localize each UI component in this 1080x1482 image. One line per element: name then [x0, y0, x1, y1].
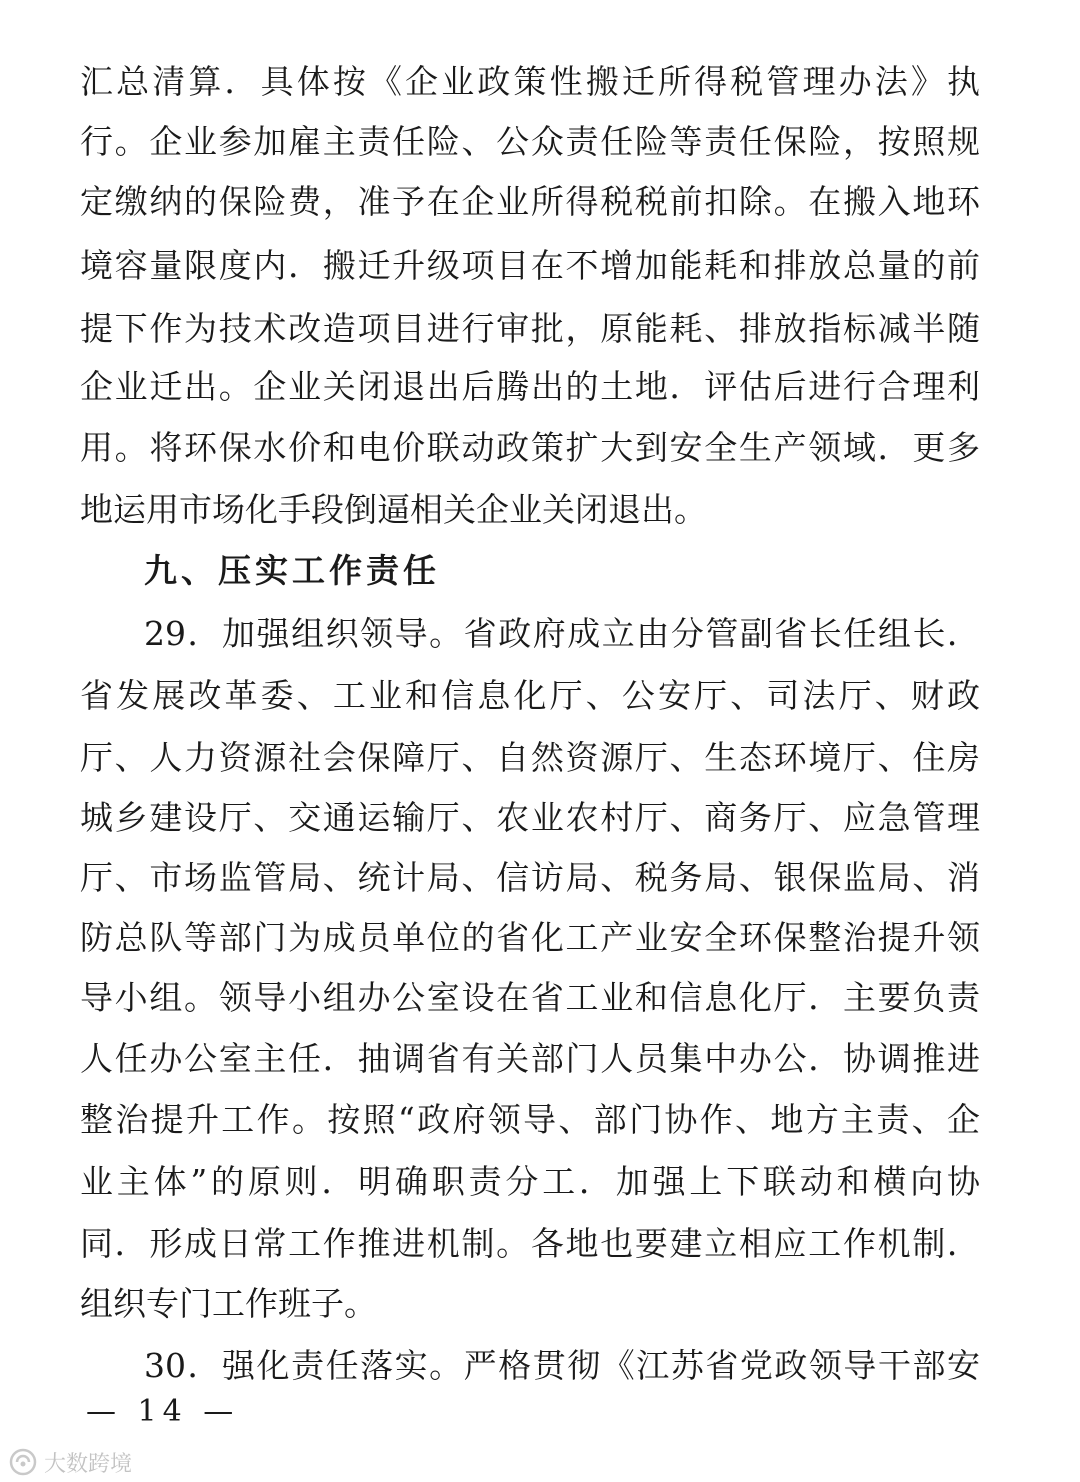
paragraph-line: 企业迁出。企业关闭退出后腾出的土地．评估后进行合理利	[80, 367, 980, 406]
paragraph-line: 整治提升工作。按照“政府领导、部门协作、地方主责、企	[80, 1100, 980, 1139]
paragraph-line: 同．形成日常工作推进机制。各地也要建立相应工作机制．	[80, 1224, 980, 1263]
paragraph-line: 省发展改革委、工业和信息化厅、公安厅、司法厅、财政	[80, 676, 980, 715]
paragraph-line: 30．强化责任落实。严格贯彻《江苏省党政领导干部安	[144, 1346, 980, 1385]
page-number: — 14 —	[86, 1394, 240, 1429]
paragraph-line: 业主体”的原则．明确职责分工．加强上下联动和横向协	[80, 1162, 980, 1201]
paragraph-line: 提下作为技术改造项目进行审批，原能耗、排放指标减半随	[80, 309, 980, 348]
paragraph-line: 境容量限度内．搬迁升级项目在不增加能耗和排放总量的前	[80, 246, 980, 285]
paragraph-line: 汇总清算．具体按《企业政策性搬迁所得税管理办法》执	[80, 62, 980, 101]
paragraph-line: 防总队等部门为成员单位的省化工产业安全环保整治提升领	[80, 918, 980, 957]
paragraph-line: 导小组。领导小组办公室设在省工业和信息化厅．主要负责	[80, 978, 980, 1017]
paragraph-line: 29．加强组织领导。省政府成立由分管副省长任组长．	[144, 614, 980, 653]
paragraph-line: 厅、人力资源社会保障厅、自然资源厅、生态环境厅、住房	[80, 738, 980, 777]
paragraph-line: 地运用市场化手段倒逼相关企业关闭退出。	[80, 490, 707, 529]
watermark-text: 大数跨境	[44, 1451, 133, 1477]
section-heading: 九、压实工作责任	[144, 551, 440, 590]
paragraph-line: 厅、市场监管局、统计局、信访局、税务局、银保监局、消	[80, 858, 980, 897]
paragraph-line: 人任办公室主任．抽调省有关部门人员集中办公．协调推进	[80, 1039, 980, 1078]
paragraph-line: 定缴纳的保险费，准予在企业所得税税前扣除。在搬入地环	[80, 182, 980, 221]
paragraph-line: 用。将环保水价和电价联动政策扩大到安全生产领域．更多	[80, 428, 980, 467]
paragraph-line: 组织专门工作班子。	[80, 1284, 377, 1323]
watermark-logo-icon	[8, 1447, 38, 1477]
paragraph-line: 城乡建设厅、交通运输厅、农业农村厅、商务厅、应急管理	[80, 798, 980, 837]
paragraph-line: 行。企业参加雇主责任险、公众责任险等责任保险，按照规	[80, 122, 980, 161]
watermark	[8, 1444, 132, 1480]
